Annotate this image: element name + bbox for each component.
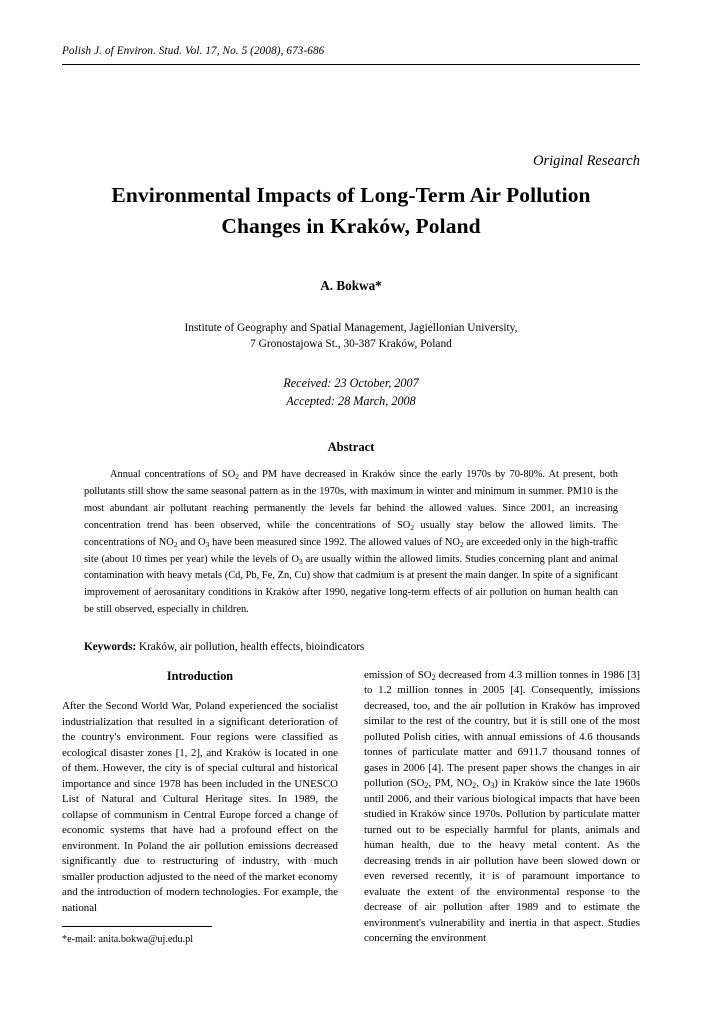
intro-paragraph-left: After the Second World War, Poland experienced the socialist industrialization that resulted in a significant deterioration of the country's environment. Four regions were classified as ecological disaster zones [1, 2], and Kraków is located in one of them. However, the city is of special cultural and historical importance and since 1978 has been included in the UNESCO List of Natural and Cultural Heritage sites. In 1989, the collapse of communism in Central Europe forced a change of economic systems that have had a profound effect on the environment. In Poland the air pollution emissions decreased significantly due to restructuring of industry, with much smaller production adjusted to the need of the market economy and the introduction of modern technologies. For example, the national	[62, 700, 338, 914]
section-heading-introduction: Introduction	[166, 669, 234, 683]
intro-paragraph-right: emission of $SO_2$ decreased from 4.3 million tonnes in 1986 [3] to 1.2 million tonnes in 2005 [4]. Consequently, imissions decreased, too, and the air pollution in Kraków has improved similar to the rest of the country, but it is still one of the most polluted Polish cities, with annual emissions of 4.6 thousands tonnes of particulate matter and 6911.7 thousand tonnes of gases in 2006 [4]. The present paper shows the changes in air pollution ($SO_2$, PM, $NO_2$, $O_3$) in Kraków since the late 1960s until 2006, and their various biological impacts that have been studied in Kraków since 1970s. Pollution by particulate matter turned out to be especially harmful for plants, animals and human health, due to the heavy metal content. As the decreasing trends in air pollution have been slowed down or even reversed recently, it is of paramount importance to evaluate the extent of the environmental response to the decrease of air pollution after 1989 and to estimate the environment's vulnerability and inertia in that aspect. Studies concerning the environment	[364, 669, 641, 945]
keywords-text: Kraków, air pollution, health effects, bioindicators	[139, 640, 365, 653]
header-rule	[62, 64, 640, 65]
author-list: A. Bokwa*	[320, 277, 382, 293]
abstract-text: Annual concentrations of $SO_2$ and PM have decreased in Kraków since the early 1970s by 70-80%. At present, both pollutants still show the same seasonal pattern as in the 1970s, with maximum in winter and minimum in summer. PM10 is the most abundant air pollutant reaching permanently the levels far behind the allowed values. Since 2001, an increasing concentration trend has been observed, while the concentrations of $SO_2$ usually stay below the allowed limits. The concentrations of $NO_2$ and $O_3$ have been measured since 1992. The allowed values of $NO_2$ are exceeded only in the high-traffic site (about 10 times per year) while the levels of $O_3$ are usually within the allowed limits. Studies concerning plant and animal contamination with heavy metals (Cd, Pb, Fe, Zn, Cu) show that cadmium is at present the main danger. In spite of a significant improvement of aerosanitary conditions in Kraków after 1990, negative long-term effects of air pollution on human health can be still observed, especially in children.	[84, 469, 619, 616]
affiliation-line-1: Institute of Geography and Spatial Management, Jagiellonian University,	[184, 321, 518, 334]
footnote-email: *e-mail: anita.bokwa@uj.edu.pl	[62, 934, 194, 946]
column-left	[62, 668, 338, 948]
submission-dates	[62, 375, 640, 410]
affiliation-line-2: 7 Gronostajowa St., 30-387 Kraków, Poland	[250, 338, 452, 351]
received-date: Received: 23 October, 2007	[283, 375, 419, 390]
accepted-date: Accepted: 28 March, 2008	[286, 393, 416, 408]
abstract-heading: Abstract	[327, 440, 375, 455]
footnote-rule	[62, 926, 212, 927]
keywords-label: Keywords:	[84, 640, 137, 653]
column-right	[364, 668, 640, 948]
body-columns	[62, 668, 640, 948]
article-type: Original Research	[533, 152, 640, 169]
running-head: Polish J. of Environ. Stud. Vol. 17, No. 5 (2008), 673-686	[62, 45, 325, 57]
affiliation	[62, 320, 640, 353]
paper-header-block	[62, 44, 640, 653]
page-title: Environmental Impacts of Long-Term Air Pollution Changes in Kraków, Poland	[111, 182, 591, 238]
keywords	[62, 641, 640, 653]
